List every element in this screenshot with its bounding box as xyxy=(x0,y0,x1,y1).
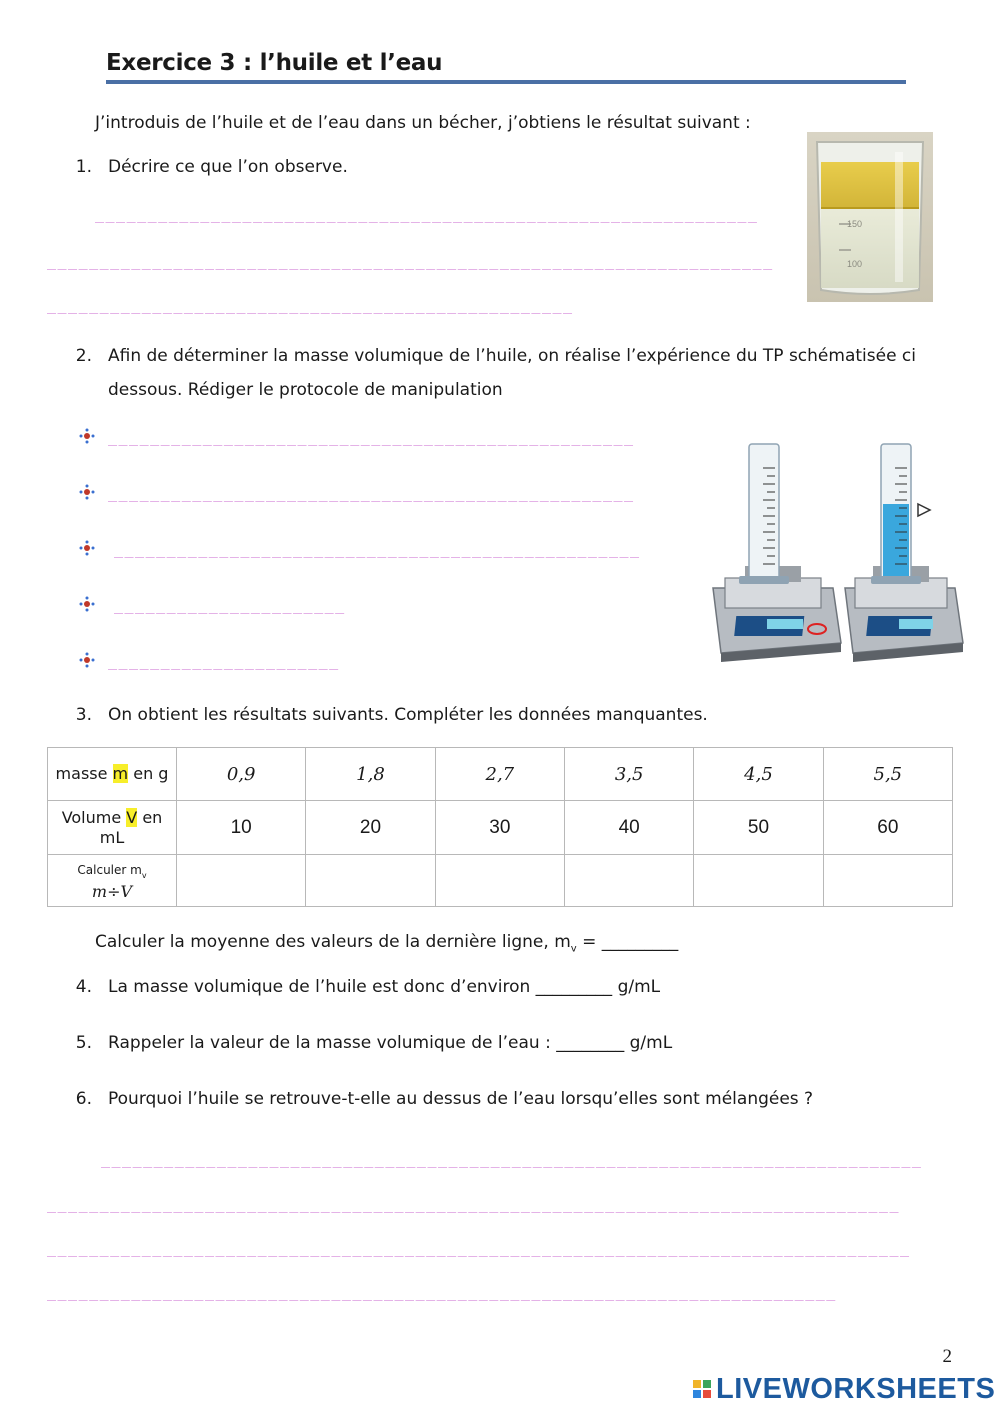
mass-cell: 3,5 xyxy=(564,748,693,801)
calc-input-cell[interactable] xyxy=(694,855,823,907)
q6-answer-line-4[interactable]: ___________________________________________________________________________ xyxy=(47,1283,837,1301)
table-row-mass xyxy=(48,748,953,801)
q4-text: La masse volumique de l’huile est donc d’environ _________ g/mL xyxy=(108,977,661,997)
row-label-mass: masse m en g xyxy=(48,748,177,801)
mass-cell: 4,5 xyxy=(694,748,823,801)
calc-input-cell[interactable] xyxy=(306,855,435,907)
results-table xyxy=(47,747,953,907)
balance-empty-cylinder xyxy=(713,444,841,662)
mass-cell: 2,7 xyxy=(435,748,564,801)
bullet-icon xyxy=(79,540,95,556)
bullet-icon xyxy=(79,484,95,500)
balance-filled-cylinder xyxy=(845,444,963,662)
table-row-calc xyxy=(48,855,953,907)
calc-input-cell[interactable] xyxy=(823,855,952,907)
volume-cell: 10 xyxy=(177,801,306,855)
mass-cell: 5,5 xyxy=(823,748,952,801)
logo-squares-icon xyxy=(692,1379,716,1399)
calc-input-cell[interactable] xyxy=(435,855,564,907)
q6-text: Pourquoi l’huile se retrouve-t-elle au dessus de l’eau lorsqu’elles sont mélangées ? xyxy=(108,1089,814,1109)
balance-cylinders-illustration xyxy=(705,438,975,663)
intro-text: J’introduis de l’huile et de l’eau dans un bécher, j’obtiens le résultat suivant : xyxy=(95,113,751,133)
q6-answer-line-3[interactable]: __________________________________________________________________________________ xyxy=(47,1239,911,1257)
q1-answer-line-1[interactable]: _______________________________________________________________ xyxy=(95,205,759,223)
q2-line-1: Afin de déterminer la masse volumique de l’huile, on réalise l’expérience du TP schématisée ci xyxy=(108,346,917,366)
bullet-icon xyxy=(79,596,95,612)
average-text: Calculer la moyenne des valeurs de la dernière ligne, $m_v$ = _________ xyxy=(95,932,679,955)
q1-number: 1. xyxy=(75,157,92,177)
q1-answer-line-2[interactable]: _____________________________________________________________________ xyxy=(47,252,774,270)
bullet-icon xyxy=(79,652,95,668)
calc-input-cell[interactable] xyxy=(177,855,306,907)
protocol-line-5[interactable]: ______________________ xyxy=(108,652,340,670)
q2-line-2: dessous. Rédiger le protocole de manipulation xyxy=(108,380,503,400)
exercise-title: Exercice 3 : l’huile et l’eau xyxy=(106,50,443,76)
q3-text: On obtient les résultats suivants. Compléter les données manquantes. xyxy=(108,705,708,725)
volume-cell: 30 xyxy=(435,801,564,855)
beaker-mark-100: 100 xyxy=(847,259,863,269)
volume-cell: 50 xyxy=(694,801,823,855)
protocol-line-3[interactable]: __________________________________________________ xyxy=(114,540,641,558)
calc-input-cell[interactable] xyxy=(564,855,693,907)
protocol-line-2[interactable]: __________________________________________________ xyxy=(108,484,635,502)
q5-number: 5. xyxy=(75,1033,92,1053)
q6-number: 6. xyxy=(75,1089,92,1109)
beaker-mark-150: 150 xyxy=(847,219,863,229)
mass-cell: 0,9 xyxy=(177,748,306,801)
q1-answer-line-3[interactable]: __________________________________________________ xyxy=(47,296,574,314)
q3-number: 3. xyxy=(75,705,92,725)
page-number: 2 xyxy=(942,1346,952,1367)
arrow-pointer-icon xyxy=(918,504,930,516)
volume-cell: 20 xyxy=(306,801,435,855)
volume-cell: 40 xyxy=(564,801,693,855)
protocol-line-1[interactable]: __________________________________________________ xyxy=(108,428,635,446)
protocol-line-4[interactable]: ______________________ xyxy=(114,596,346,614)
row-label-volume: Volume V en mL xyxy=(48,801,177,855)
q4-number: 4. xyxy=(75,977,92,997)
q6-answer-line-2[interactable]: _________________________________________________________________________________ xyxy=(47,1195,900,1213)
bullet-icon xyxy=(79,428,95,444)
mass-cell: 1,8 xyxy=(306,748,435,801)
volume-cell: 60 xyxy=(823,801,952,855)
beaker-photo xyxy=(807,132,933,302)
q6-answer-line-1[interactable]: ______________________________________________________________________________ xyxy=(101,1150,923,1168)
table-row-volume xyxy=(48,801,953,855)
liveworksheets-logo: LIVEWORKSHEETS xyxy=(692,1372,995,1406)
q2-number: 2. xyxy=(75,346,92,366)
row-label-calc: Calculer $m_v$ m÷V xyxy=(48,855,177,907)
title-underline xyxy=(106,80,906,84)
q1-text: Décrire ce que l’on observe. xyxy=(108,157,348,177)
q5-text: Rappeler la valeur de la masse volumique de l’eau : ________ g/mL xyxy=(108,1033,673,1053)
